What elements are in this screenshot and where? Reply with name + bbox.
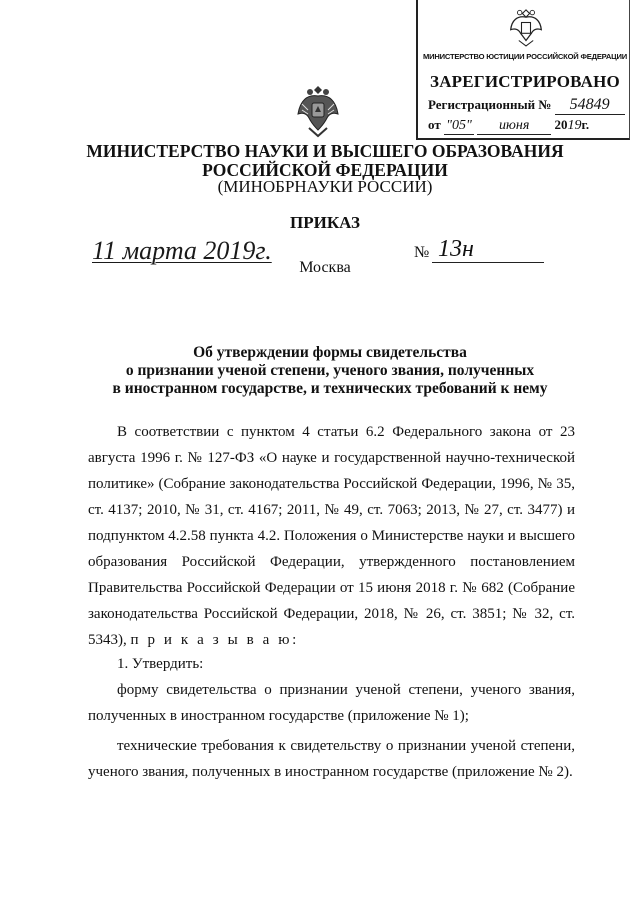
approve-requirements-paragraph	[88, 733, 575, 785]
stamp-from-label: от	[428, 117, 441, 132]
ministry-name-line1: МИНИСТЕРСТВО НАУКИ И ВЫСШЕГО ОБРАЗОВАНИЯ	[86, 141, 564, 161]
ministry-name-line2: РОССИЙСКОЙ ФЕДЕРАЦИИ	[202, 160, 448, 180]
registration-stamp	[416, 0, 630, 140]
approve-requirements-text: технические требования к свидетельству о признании ученой степени, ученого звания, полученных в иностранном государстве (приложение № 2).	[88, 738, 575, 780]
coat-of-arms-icon	[508, 4, 544, 50]
order-number: 13н	[432, 236, 544, 263]
ministry-short-name: (МИНОБРНАУКИ РОССИИ)	[217, 177, 433, 196]
order-number-label: №	[414, 244, 430, 261]
city: Москва	[299, 259, 351, 276]
stamp-day: "05"	[444, 118, 474, 135]
preamble-text: В соответствии с пунктом 4 статьи 6.2 Федерального закона от 23 августа 1996 г. № 127-ФЗ «О науке и государственной научно-технической политике» (Собрание законодательства Российской Федерации, 1996, № 35, ст. 4137; 2010, № 31, ст. 4167; 2011, № 49, ст. 7063; 2013, № 27, ст. 3477) и подпунктом 4.2.58 пункта 4.2. Положения о Министерстве науки и высшего образования Российской Федерации, утвержденного постановлением Правительства Российской Федерации от 15 июня 2018 г. № 682 (Собрание законодательства Российской Федерации, 2018, № 26, ст. 3851; № 32, ст. 5343),	[88, 424, 575, 648]
title-line1: Об утверждении формы свидетельства	[193, 344, 467, 361]
stamp-year-prefix: 20	[554, 117, 568, 132]
stamp-month: июня	[477, 118, 551, 135]
stamp-reg-number-line	[428, 96, 625, 115]
stamp-registered-label: ЗАРЕГИСТРИРОВАНО	[430, 72, 620, 91]
stamp-ministry-name: МИНИСТЕРСТВО ЮСТИЦИИ РОССИЙСКОЙ ФЕДЕРАЦИИ	[422, 52, 628, 61]
stamp-year-end: г.	[581, 117, 590, 132]
approve-form-text: форму свидетельства о признании ученой степени, ученого звания, полученных в иностранном государстве (приложение № 1);	[88, 682, 575, 724]
title-line2: о признании ученой степени, ученого звания, полученных	[125, 362, 535, 379]
preamble-paragraph	[88, 419, 575, 653]
item-1: 1. Утвердить:	[117, 656, 204, 672]
stamp-reg-number: 54849	[555, 96, 625, 115]
stamp-reg-number-label: Регистрационный №	[428, 97, 552, 112]
title-line3: в иностранном государстве, и технических требований к нему	[112, 380, 548, 397]
approve-form-paragraph	[88, 677, 575, 729]
coat-of-arms-icon	[296, 84, 340, 138]
stamp-year-suffix: 19	[567, 118, 582, 133]
document-type: ПРИКАЗ	[290, 213, 360, 232]
order-word: п р и к а з ы в а ю:	[130, 632, 299, 648]
stamp-date-line	[428, 117, 589, 135]
order-date: 11 марта 2019г.	[92, 236, 272, 265]
